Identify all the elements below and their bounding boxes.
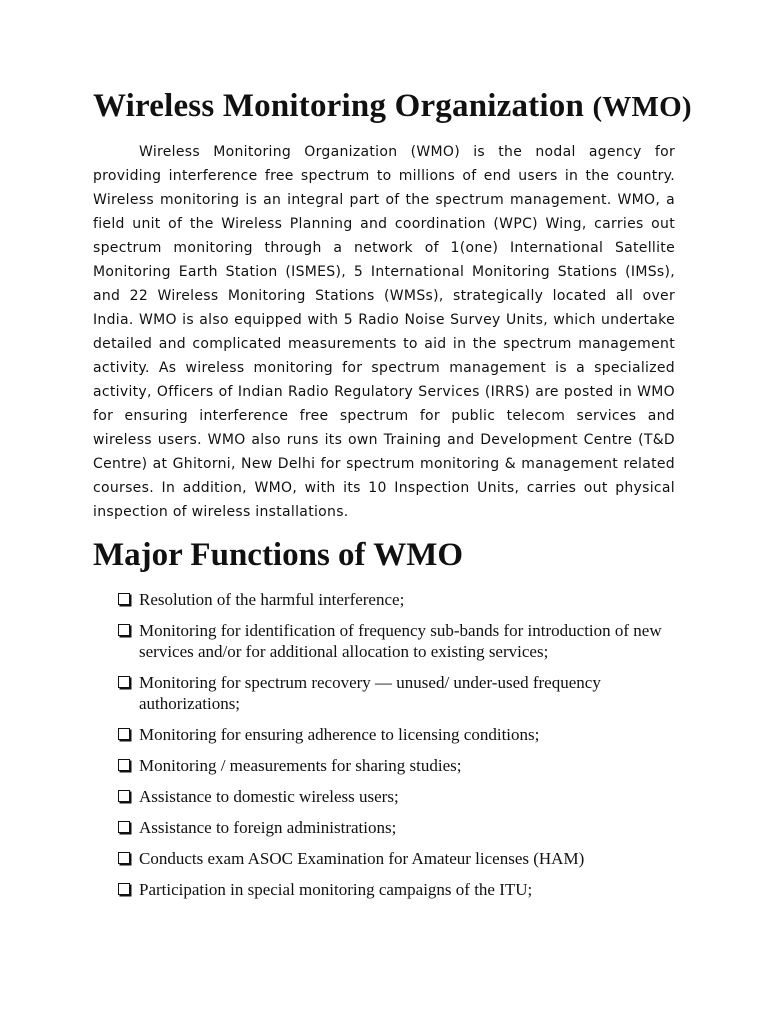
checkbox-square-icon <box>118 728 130 740</box>
functions-heading: Major Functions of WMO <box>93 537 464 573</box>
intro-paragraph: Wireless Monitoring Organization (WMO) is the nodal agency for providing interference free spectrum to millions of end users in the country. Wireless monitoring is an integral part of the spectrum management. WMO, a field unit of the Wireless Planning and coordination (WPC) Wing, carries out spectrum monitoring through a network of 1(one) International Satellite Monitoring Earth Station (ISMES), 5 International Monitoring Stations (IMSs), and 22 Wireless Monitoring Stations (WMSs), strategically located all over India. WMO is also equipped with 5 Radio Noise Survey Units, which undertake detailed and complicated measurements to aid in the spectrum management activity. As wireless monitoring for spectrum management is a specialized activity, Officers of Indian Radio Regulatory Services (IRRS) are posted in WMO for ensuring interference free spectrum for public telecom services and wireless users. WMO also runs its own Training and Development Centre (T&D Centre) at Ghitorni, New Delhi for spectrum monitoring & management related courses. In addition, WMO, with its 10 Inspection Units, carries out physical inspection of wireless installations. <box>93 144 675 520</box>
checkbox-square-icon <box>118 852 130 864</box>
list-item-text: Conducts exam ASOC Examination for Amateur licenses (HAM) <box>139 849 585 868</box>
checkbox-square-icon <box>118 821 130 833</box>
list-item-text: Participation in special monitoring campaigns of the ITU; <box>139 880 533 899</box>
list-item <box>118 817 678 838</box>
checkbox-square-icon <box>118 883 130 895</box>
list-item <box>118 848 678 869</box>
list-item-text: Monitoring for spectrum recovery — unused/ under-used frequency authorizations; <box>139 673 601 713</box>
title-acronym: (WMO) <box>592 91 692 123</box>
list-item <box>118 620 678 662</box>
list-item-text: Monitoring for ensuring adherence to licensing conditions; <box>139 725 540 744</box>
list-item-text: Monitoring / measurements for sharing studies; <box>139 756 462 775</box>
functions-list <box>118 589 678 910</box>
checkbox-square-icon <box>118 593 130 605</box>
list-item-text: Assistance to domestic wireless users; <box>139 787 399 806</box>
list-item-text: Assistance to foreign administrations; <box>139 818 397 837</box>
list-item <box>118 755 678 776</box>
checkbox-square-icon <box>118 624 130 636</box>
title-main: Wireless Monitoring Organization <box>93 88 584 124</box>
page-title <box>93 86 692 127</box>
list-item <box>118 724 678 745</box>
checkbox-square-icon <box>118 790 130 802</box>
checkbox-square-icon <box>118 676 130 688</box>
list-item <box>118 879 678 900</box>
list-item-text: Resolution of the harmful interference; <box>139 590 405 609</box>
list-item-text: Monitoring for identification of frequency sub-bands for introduction of new services and/or for additional allocation to existing services; <box>139 621 662 661</box>
checkbox-square-icon <box>118 759 130 771</box>
list-item <box>118 672 678 714</box>
list-item <box>118 589 678 610</box>
list-item <box>118 786 678 807</box>
